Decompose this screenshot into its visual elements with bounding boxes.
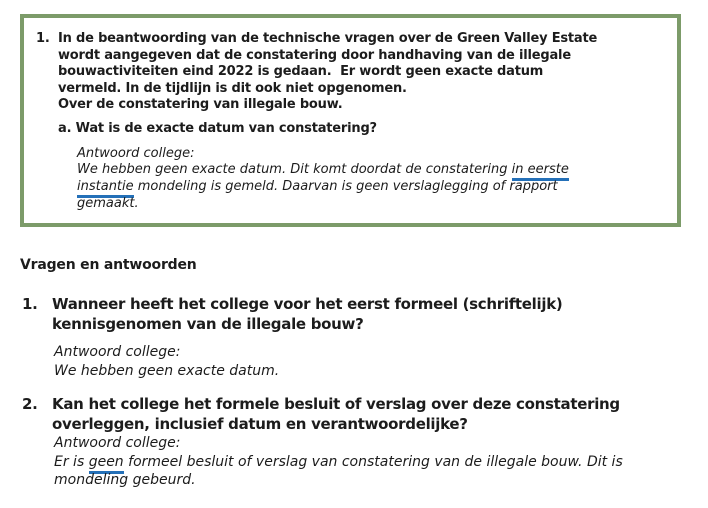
answer-text: Er is <box>54 453 89 470</box>
question-1 <box>22 294 562 334</box>
question-text <box>52 394 620 434</box>
question-text <box>52 294 562 334</box>
answer-line <box>77 162 659 179</box>
statement-line: Over de constatering van illegale bouw. <box>58 97 343 113</box>
answer-line <box>77 179 659 196</box>
question-2 <box>22 394 620 434</box>
statement-line: wordt aangegeven dat de constatering door handhaving van de illegale <box>58 47 571 63</box>
statement-line: bouwactiviteiten eind 2022 is gedaan. Er wordt geen exacte datum <box>58 64 544 80</box>
answer-text: mondeling is gemeld. Daarvan is geen verslaglegging of rapport <box>133 178 558 194</box>
underlined-text: in eerste <box>512 162 569 181</box>
question-number: 1. <box>22 295 38 313</box>
statement-box <box>20 14 681 227</box>
answer-label: Antwoord college: <box>54 344 181 360</box>
statement-body <box>58 31 659 212</box>
question-number: 2. <box>22 395 38 413</box>
underlined-text: geen <box>89 454 124 474</box>
underlined-text: instantie <box>77 179 134 198</box>
answer-2 <box>54 434 623 490</box>
statement-number: 1. <box>36 31 50 46</box>
answer-line: gemaakt. <box>77 195 139 211</box>
question-line: Kan het college het formele besluit of verslag over deze constatering <box>52 395 620 413</box>
statement-line: vermeld. In de tijdlijn is dit ook niet opgenomen. <box>58 80 407 96</box>
question-line: overleggen, inclusief datum en verantwoordelijke? <box>52 415 468 433</box>
question-line: kennisgenomen van de illegale bouw? <box>52 315 364 333</box>
answer-line: mondeling gebeurd. <box>54 472 196 488</box>
section-heading: Vragen en antwoorden <box>20 257 197 273</box>
answer-label: Antwoord college: <box>54 435 181 451</box>
statement-item <box>36 31 659 212</box>
sub-question: a. Wat is de exacte datum van constatering? <box>58 120 377 136</box>
answer-line: We hebben geen exacte datum. <box>54 362 280 379</box>
answer-text: We hebben geen exacte datum. Dit komt doordat de constatering <box>77 162 512 178</box>
answer-line <box>54 453 623 472</box>
answer-1 <box>54 343 279 380</box>
question-line: Wanneer heeft het college voor het eerst formeel (schriftelijk) <box>52 295 563 313</box>
box-answer <box>77 146 659 213</box>
statement-line: In de beantwoording van de technische vragen over de Green Valley Estate <box>58 31 598 46</box>
answer-text: formeel besluit of verslag van constatering van de illegale bouw. Dit is <box>123 453 623 470</box>
answer-label: Antwoord college: <box>77 145 195 161</box>
